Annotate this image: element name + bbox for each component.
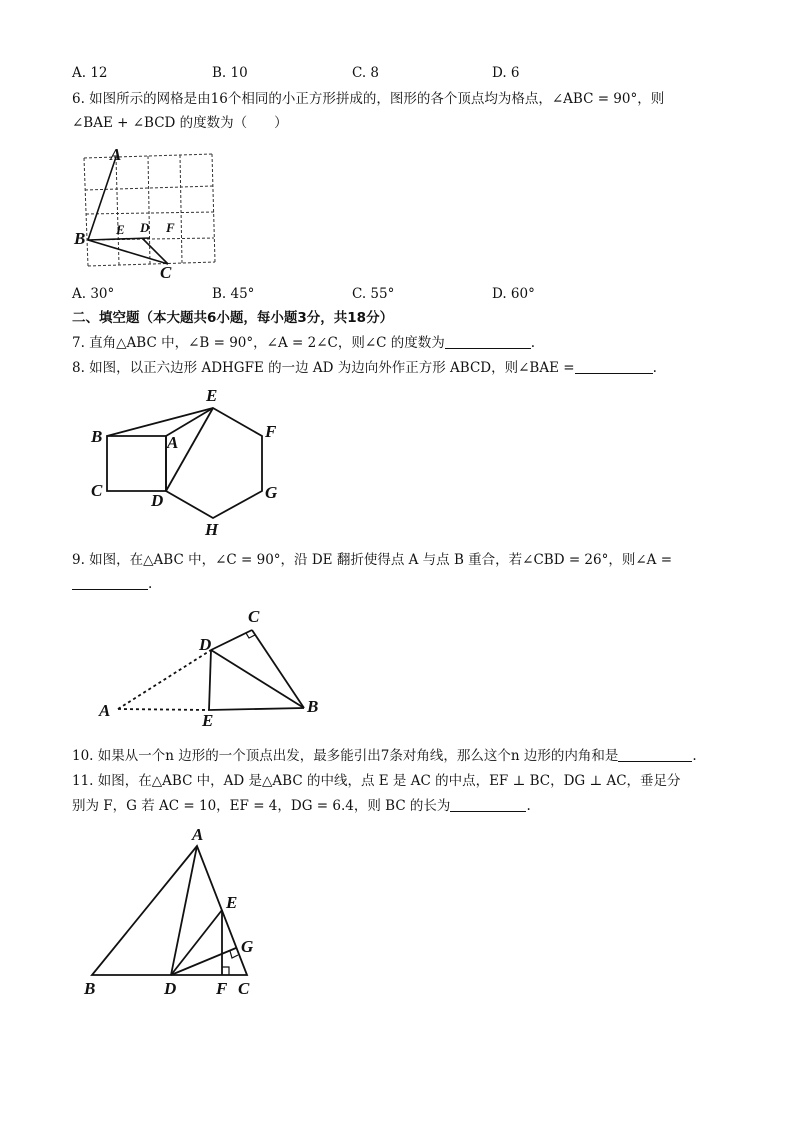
q6-label-d: D xyxy=(140,220,150,235)
q6-grid-lines xyxy=(84,154,215,266)
q8-hexagon xyxy=(166,408,262,518)
q8-segment-be xyxy=(107,408,213,436)
q9-stem-line1: 9. 如图，在△ABC 中，∠C = 90°，沿 DE 翻折使得点 A 与点 B 重合，若∠CBD = 26°，则∠A = xyxy=(72,552,673,568)
q9-end: . xyxy=(148,576,153,592)
q11-label-e: E xyxy=(226,893,238,912)
q9-label-b: B xyxy=(307,697,319,716)
q9-stem-line2 xyxy=(72,574,152,594)
q9-label-e: E xyxy=(202,711,214,730)
q8-label-c: C xyxy=(91,481,103,500)
q8-label-f: F xyxy=(265,422,277,441)
q11-triangle-figure xyxy=(80,822,270,1002)
q5-option-b: B. 10 xyxy=(212,65,248,81)
q11-text: 别为 F，G 若 AC = 10，EF = 4，DG = 6.4，则 BC 的长为 xyxy=(72,798,451,814)
q10-answer-blank[interactable] xyxy=(618,747,692,762)
q6-label-e: E xyxy=(116,222,125,237)
q6-grid-figure xyxy=(72,140,222,280)
q6-label-f: F xyxy=(166,220,175,235)
q6-label-a: A xyxy=(110,145,122,164)
q5-option-d: D. 6 xyxy=(492,65,520,81)
q6-label-b: B xyxy=(74,229,86,248)
q8-label-e: E xyxy=(206,386,218,405)
q6-option-d: D. 60° xyxy=(492,286,535,302)
q10-end: . xyxy=(692,748,697,764)
q6-solid-lines xyxy=(88,157,168,264)
q8-stem xyxy=(72,358,657,378)
q11-triangle-abc xyxy=(92,846,247,975)
q11-label-d: D xyxy=(164,979,177,998)
q6-stem-line2: ∠BAE + ∠BCD 的度数为（ ） xyxy=(72,115,288,131)
q5-option-c: C. 8 xyxy=(352,65,380,81)
q7-text: 7. 直角△ABC 中，∠B = 90°，∠A = 2∠C，则∠C 的度数为 xyxy=(72,335,445,351)
q8-hexagon-figure xyxy=(82,385,302,540)
section2-heading: 二、填空题（本大题共6小题，每小题3分，共18分） xyxy=(72,310,394,326)
q8-label-h: H xyxy=(205,520,219,539)
q11-label-a: A xyxy=(192,825,204,844)
q6-option-a: A. 30° xyxy=(72,286,115,302)
q11-stem-line2 xyxy=(72,796,531,816)
q7-stem xyxy=(72,333,535,353)
q6-option-b: B. 45° xyxy=(212,286,255,302)
q7-answer-blank[interactable] xyxy=(445,334,531,349)
q10-text: 10. 如果从一个n 边形的一个顶点出发，最多能引出7条对角线，那么这个n 边形的内角和是 xyxy=(72,748,619,764)
q6-stem-line1: 6. 如图所示的网格是由16个相同的小正方形拼成的，图形的各个顶点均为格点，∠ABC = 90°，则 xyxy=(72,91,665,107)
q6-label-c: C xyxy=(160,263,172,280)
q8-answer-blank[interactable] xyxy=(575,359,653,374)
q11-label-f: F xyxy=(216,979,228,998)
q11-median-ad xyxy=(171,846,197,975)
q9-label-d: D xyxy=(199,635,212,654)
q11-label-g: G xyxy=(241,937,254,956)
q11-label-c: C xyxy=(238,979,250,998)
q8-label-g: G xyxy=(265,483,278,502)
q11-answer-blank[interactable] xyxy=(450,797,526,812)
q9-label-c: C xyxy=(248,607,260,626)
q8-label-a: A xyxy=(167,433,179,452)
q9-triangle-figure xyxy=(90,600,340,730)
q8-end: . xyxy=(652,360,657,376)
q8-label-b: B xyxy=(91,427,103,446)
q5-option-a: A. 12 xyxy=(72,65,108,81)
q8-label-d: D xyxy=(151,491,164,510)
q9-label-a: A xyxy=(99,701,111,720)
q7-end: . xyxy=(530,335,536,351)
q9-answer-blank[interactable] xyxy=(72,575,148,590)
q11-end: . xyxy=(526,798,531,814)
q11-label-b: B xyxy=(84,979,96,998)
q10-stem xyxy=(72,746,697,766)
q6-option-c: C. 55° xyxy=(352,286,395,302)
q11-stem-line1: 11. 如图，在△ABC 中，AD 是△ABC 的中线，点 E 是 AC 的中点，EF ⊥ BC，DG ⊥ AC，垂足分 xyxy=(72,773,681,789)
q8-text: 8. 如图，以正六边形 ADHGFE 的一边 AD 为边向外作正方形 ABCD，则∠BAE = xyxy=(72,360,575,376)
q8-square xyxy=(107,436,166,491)
